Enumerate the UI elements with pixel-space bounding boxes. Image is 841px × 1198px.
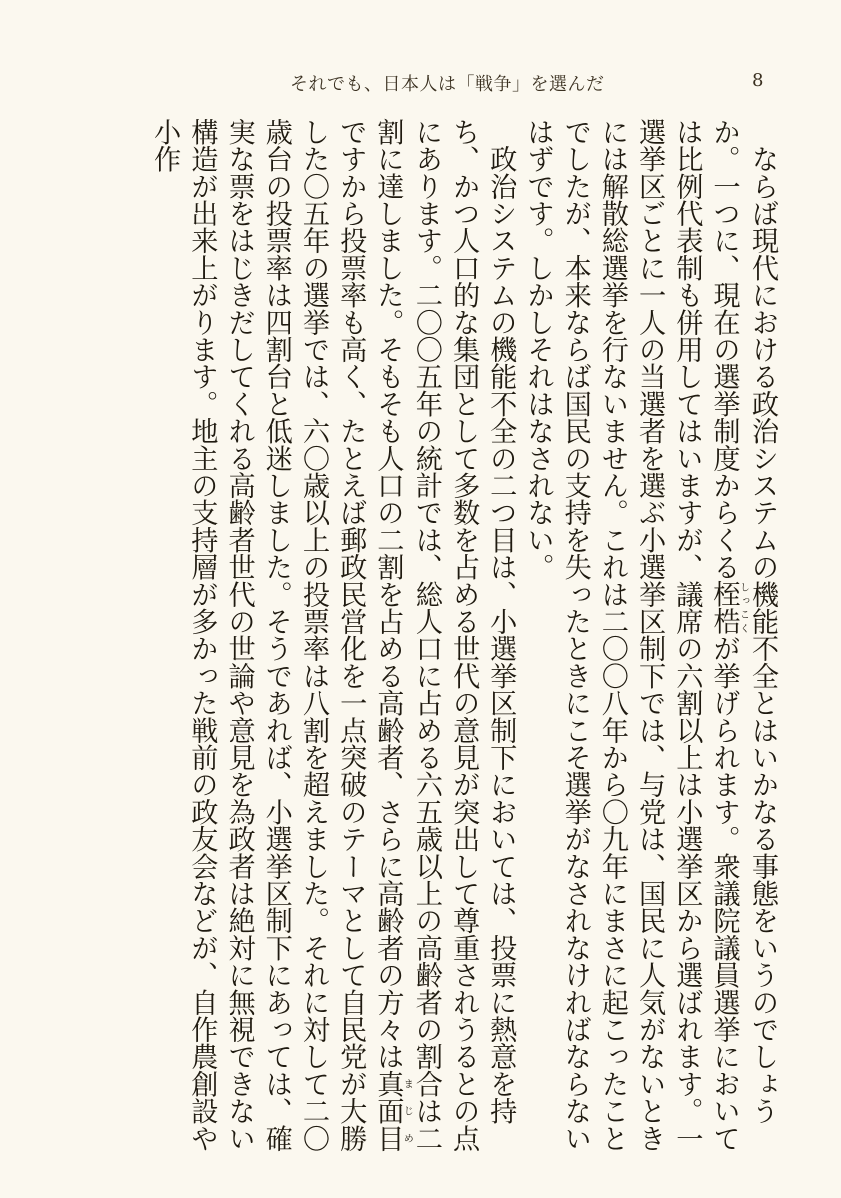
ruby-shikkoku-base: 桎梏 xyxy=(708,580,740,635)
ruby-majime-base: 真面目 xyxy=(372,1070,404,1152)
ruby-shikkoku xyxy=(708,580,749,635)
ruby-majime xyxy=(372,1070,413,1152)
running-title: それでも、日本人は「戦争」を選んだ xyxy=(290,74,605,95)
paragraph-1-text-a: ならば現代における政治システムの機能不全とはいかなる事態をいうのでしょうか。一つに、現在の選挙制度からくる xyxy=(708,118,778,1125)
body-text xyxy=(101,118,781,1158)
paragraph-2-text-a: 政治システムの機能不全の二つ目は、小選挙区制下においては、投票に熱意を持ち、かつ人口的な集団として多数を占める世代の意見が突出して尊重されうるとの点にあります。二〇〇五年の統計では、総人口に占める六五歳以上の高齢者の割合は二割に達しました。そもそも人口の二割を占める高齢者、さらに高齢者の方々は xyxy=(372,118,517,1152)
ruby-majime-reading: まじめ xyxy=(401,1070,413,1152)
paragraph-1 xyxy=(519,118,781,1158)
paragraph-2-text-b: ですから投票率も高く、たとえば郵政民営化を一点突破のテーマとして自民党が大勝した〇五年の選挙では、六〇歳以上の投票率は八割を超えました。それに対して二〇歳台の投票率は四割台と低迷しました。そうであれば、小選挙区制下にあっては、確実な票をはじきだしてくれる高齢者世代の世論や意見を為政者は絶対に無視できない構造が出来上がります。地主の支持層が多かった戦前の政友会などが、自作農創設や小作 xyxy=(149,118,367,1152)
ruby-shikkoku-reading: しっこく xyxy=(737,580,749,635)
paragraph-1-text-b: が挙げられます。衆議院議員選挙においては比例代表制も併用してはいますが、議席の六割以上は小選挙区から選ばれます。一選挙区ごとに一人の当選者を選ぶ小選挙区制下では、与党は、国民に人気がないときには解散総選挙を行ないません。これは二〇〇八年から〇九年にまさに起こったことでしたが、本来ならば国民の支持を失ったときにこそ選挙がなされなければならないはずです。しかしそれはなされない。 xyxy=(522,118,740,1152)
paragraph-2 xyxy=(146,118,519,1158)
page-number: 8 xyxy=(752,70,764,91)
